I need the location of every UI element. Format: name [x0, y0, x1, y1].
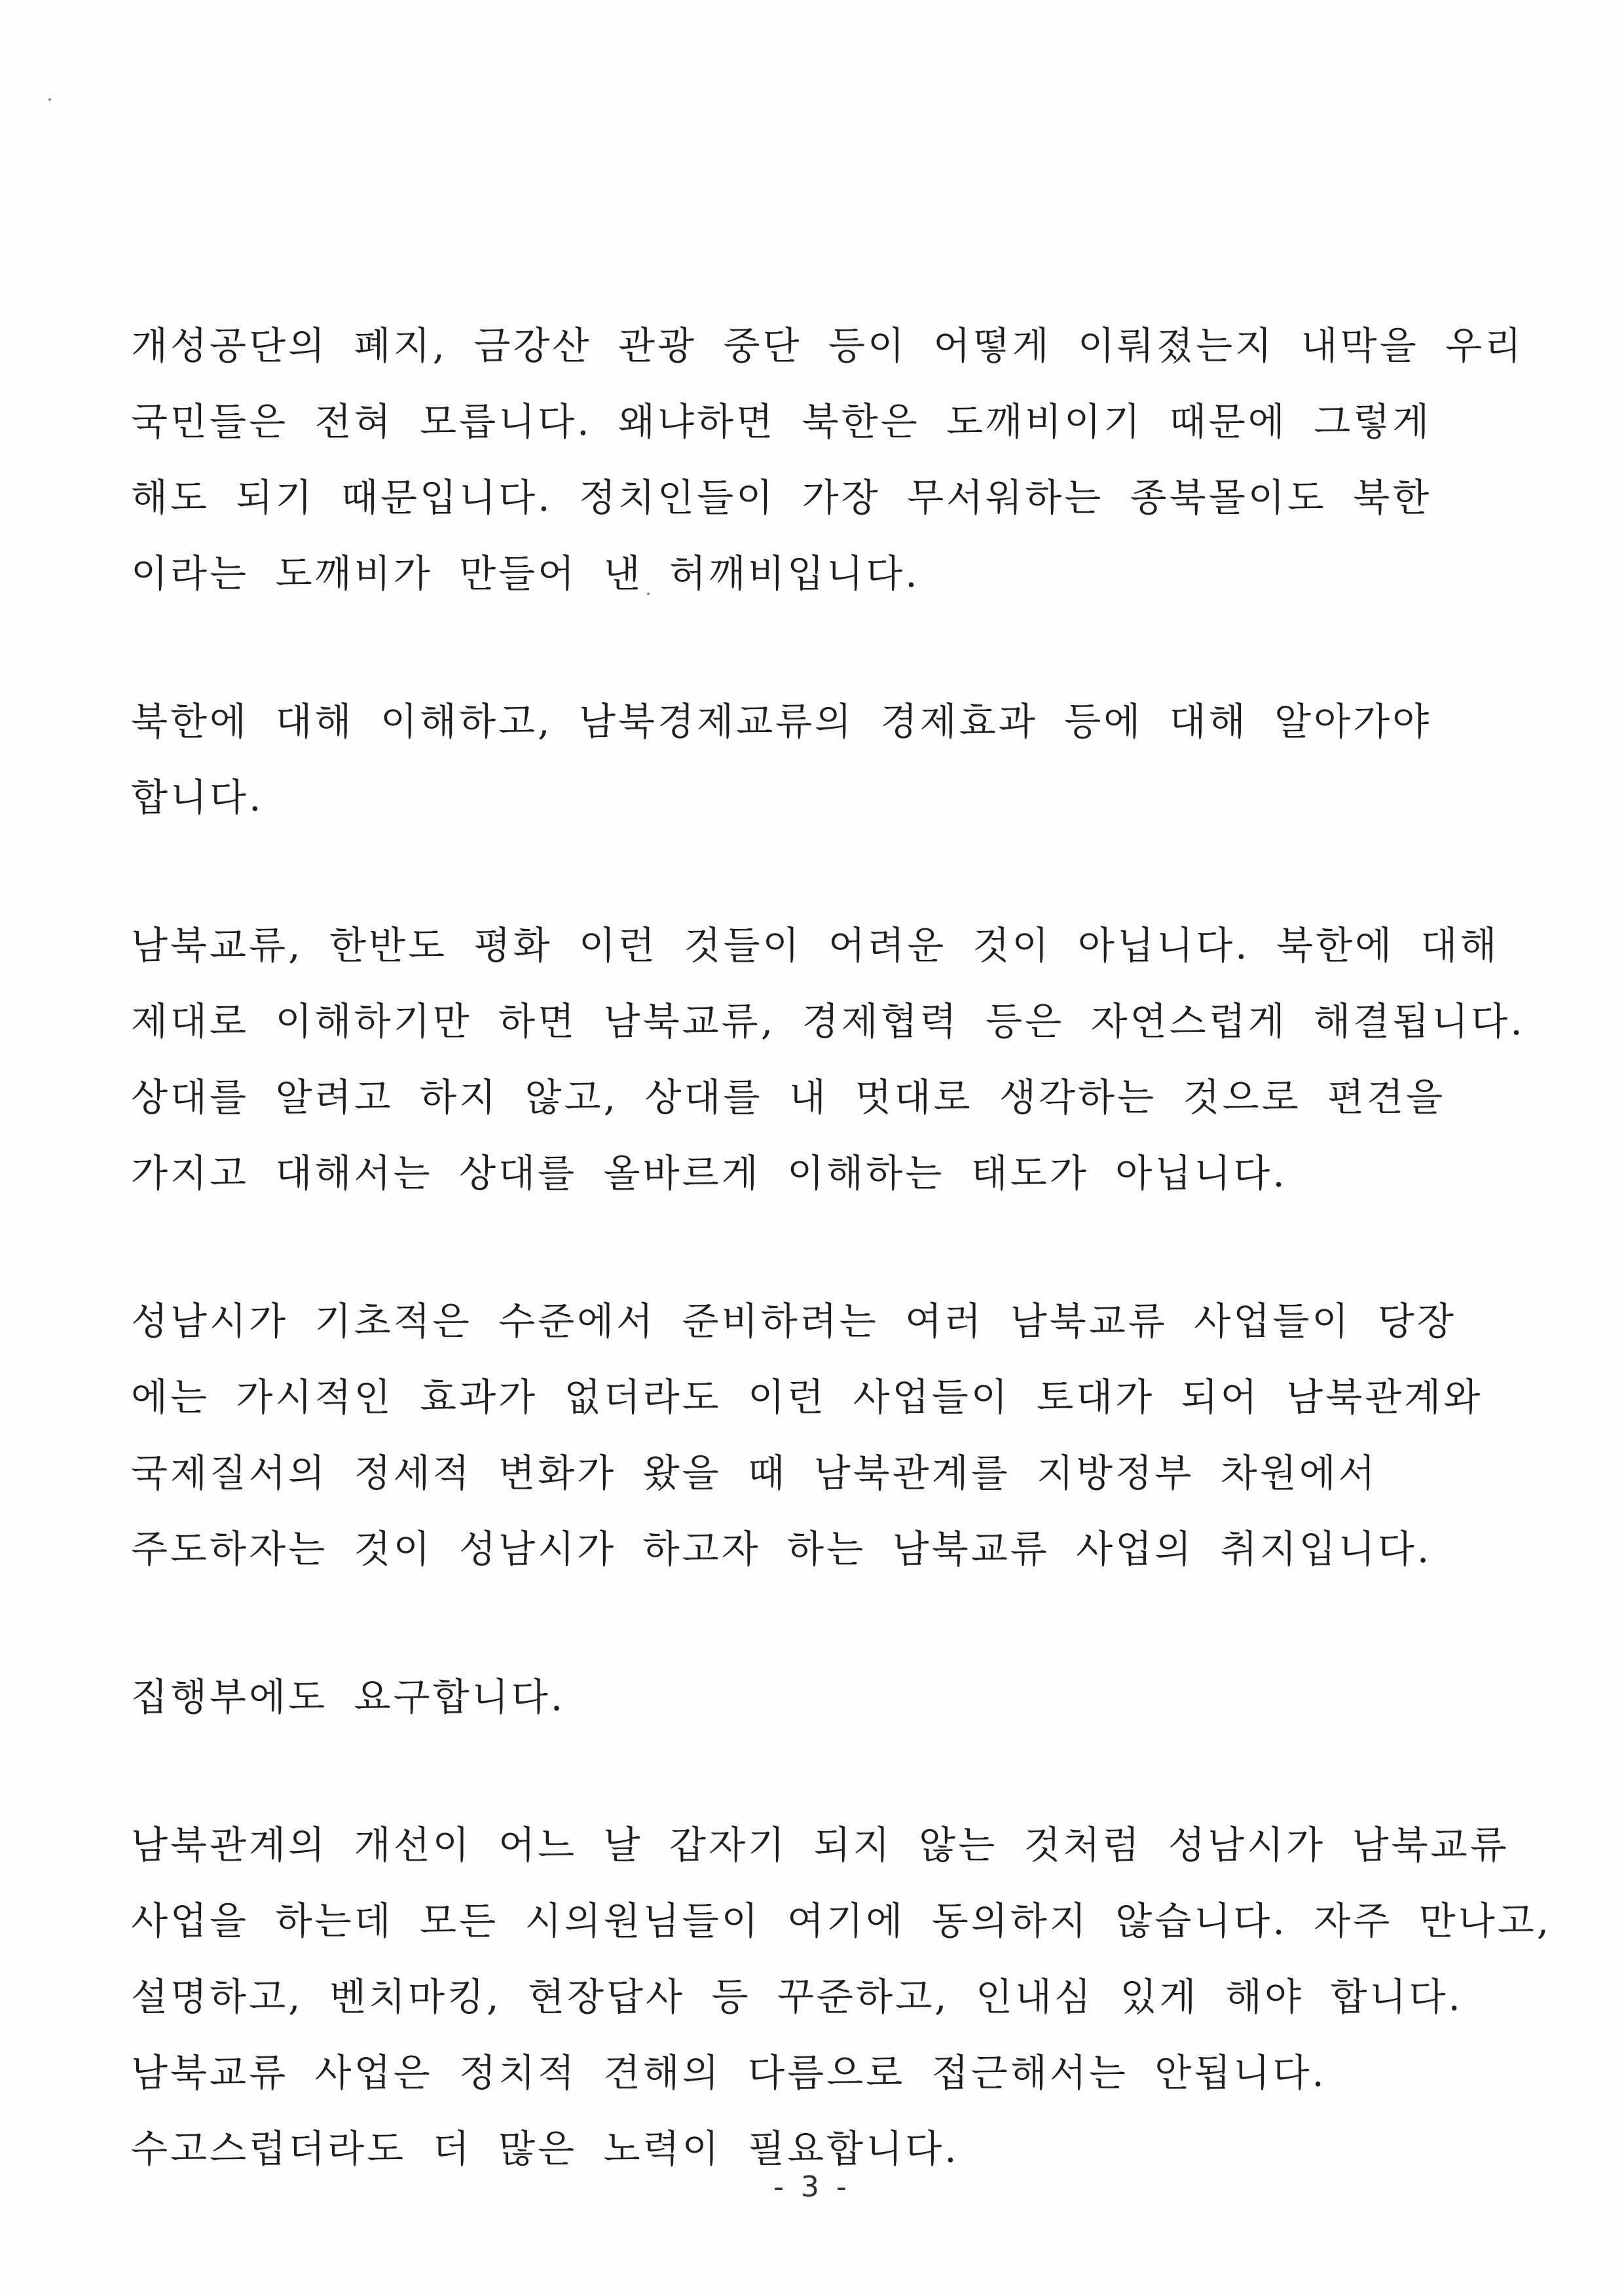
text-line: 남북교류 사업은 정치적 견해의 다름으로 접근해서는 안됩니다. [131, 2050, 1327, 2095]
scan-speck [48, 98, 51, 101]
page-number: - 3 - [773, 2170, 851, 2204]
text-line: 수고스럽더라도 더 많은 노력이 필요합니다. [131, 2126, 959, 2171]
text-line: 해도 되기 때문입니다. 정치인들이 가장 무서워하는 종북몰이도 북한 [131, 475, 1432, 520]
paragraph-2 [131, 683, 1480, 835]
text-line: 성남시가 기초적은 수준에서 준비하려는 여러 남북교류 사업들이 당장 [131, 1299, 1456, 1343]
text-line: 국제질서의 정세적 변화가 왔을 때 남북관계를 지방정부 차원에서 [131, 1451, 1378, 1495]
text-line: 이라는 도깨비가 만들어 낸 허깨비입니다. [131, 551, 920, 596]
paragraph-6 [131, 1807, 1552, 2187]
document-body [131, 308, 1552, 2187]
text-line: 국민들은 전혀 모릅니다. 왜냐하면 북한은 도깨비이기 때문에 그렇게 [131, 399, 1432, 444]
paragraph-5 [131, 1659, 1480, 1735]
text-line: 상대를 알려고 하지 않고, 상대를 내 멋대로 생각하는 것으로 편견을 [131, 1075, 1446, 1120]
text-line: 집행부에도 요구합니다. [131, 1675, 566, 1719]
text-line: 남북교류, 한반도 평화 이런 것들이 어려운 것이 아닙니다. 북한에 대해 [131, 923, 1500, 968]
text-line: 가지고 대해서는 상대를 올바르게 이해하는 태도가 아닙니다. [131, 1151, 1287, 1195]
text-line: 설명하고, 벤치마킹, 현장답사 등 꾸준하고, 인내심 있게 해야 합니다. [131, 1975, 1463, 2019]
text-line: 에는 가시적인 효과가 없더라도 이런 사업들이 토대가 되어 남북관계와 [131, 1375, 1483, 1419]
paragraph-1 [131, 308, 1524, 611]
text-line: 주도하자는 것이 성남시가 하고자 하는 남북교류 사업의 취지입니다. [131, 1527, 1432, 1571]
text-line: 북한에 대해 이해하고, 남북경제교류의 경제효과 등에 대해 알아가야 [131, 699, 1432, 744]
paragraph-3 [131, 907, 1525, 1211]
text-line: 사업을 하는데 모든 시의원님들이 여기에 동의하지 않습니다. 자주 만나고, [131, 1899, 1552, 1943]
paragraph-4 [131, 1283, 1483, 1587]
text-line: 제대로 이해하기만 하면 남북교류, 경제협력 등은 자연스럽게 해결됩니다. [131, 999, 1525, 1044]
text-line: 합니다. [131, 775, 264, 820]
text-line: 개성공단의 폐지, 금강산 관광 중단 등이 어떻게 이뤄졌는지 내막을 우리 [131, 323, 1524, 368]
text-line: 남북관계의 개선이 어느 날 갑자기 되지 않는 것처럼 성남시가 남북교류 [131, 1823, 1509, 1867]
